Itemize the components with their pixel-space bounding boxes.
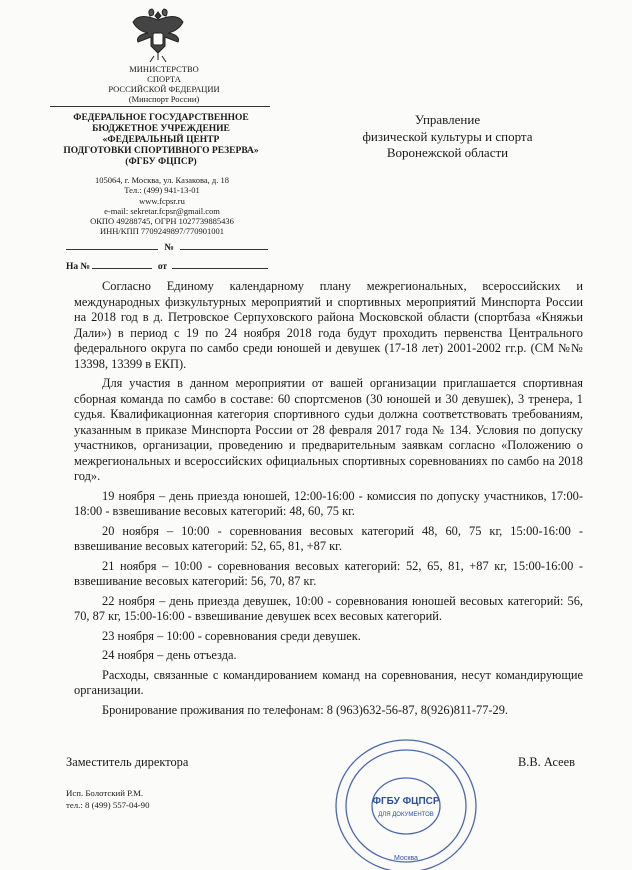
ministry-line: МИНИСТЕРСТВО	[129, 64, 199, 74]
letter-body	[74, 279, 583, 718]
contact-address: 105064, г. Москва, ул. Казакова, д. 18	[95, 175, 229, 185]
contact-website: www.fcpsr.ru	[139, 195, 185, 206]
ref-from: от	[157, 262, 168, 272]
org-line: (ФГБУ ФЦПСР)	[125, 157, 197, 167]
outgoing-number-blank	[180, 240, 268, 250]
ministry-block	[64, 64, 264, 104]
ref-prefix: На №	[66, 262, 91, 272]
reference-number-line	[66, 259, 268, 272]
coat-of-arms-icon	[130, 6, 186, 64]
org-line: БЮДЖЕТНОЕ УЧРЕЖДЕНИЕ	[92, 124, 230, 134]
ref-number-blank	[92, 259, 152, 269]
body-paragraph: 24 ноября – день отъезда.	[102, 648, 237, 662]
body-paragraph: 23 ноября – 10:00 - соревнования среди девушек.	[102, 628, 361, 643]
contact-email: e-mail: sekretar.fcpsr@gmail.com	[104, 205, 220, 216]
outgoing-date-blank	[66, 240, 158, 250]
recipient-line: Воронежской области	[386, 145, 509, 160]
recipient-line: Управление	[414, 112, 481, 127]
executor-block	[66, 787, 149, 811]
number-sign: №	[164, 243, 174, 253]
body-paragraph: Для участия в данном мероприятии от вашей организации приглашается спортивная сборная команда по самбо в составе: 60 спортсменов (30 юношей и 30 девушек), 3 тренера, 1 судья. Квалификационная категория спортивного судьи должна соответствовать требованиям, указанным в приказе Минспорта России от 28 февраля 2017 года № 134. Условия по допуску участников, организации, проведению и предварительным заявкам согласно «Положению о межрегиональных и всероссийских официальных спортивных соревнованиях по самбо на 2018 год».	[74, 376, 583, 483]
ministry-line: РОССИЙСКОЙ ФЕДЕРАЦИИ	[108, 84, 220, 94]
org-line: «ФЕДЕРАЛЬНЫЙ ЦЕНТР	[102, 135, 220, 145]
organization-block	[56, 113, 266, 168]
body-paragraph: Бронирование проживания по телефонам: 8 (963)632-56-87, 8(926)811-77-29.	[102, 702, 508, 717]
body-paragraph: Расходы, связанные с командированием команд на соревнования, несут командирующие организации.	[74, 667, 583, 697]
recipient-line: физической культуры и спорта	[362, 128, 533, 144]
stamp-sub-text: ДЛЯ ДОКУМЕНТОВ	[378, 812, 434, 818]
stamp-center-text: ФГБУ ФЦПСР	[372, 796, 440, 807]
ministry-line: (Минспорт России)	[128, 94, 200, 104]
official-stamp	[326, 728, 482, 870]
body-paragraph: 19 ноября – день приезда юношей, 12:00-16:00 - комиссия по допуску участников, 17:00-18:00 - взвешивание весовых категорий: 48, 60, 75 кг.	[74, 488, 583, 518]
header-divider	[50, 106, 270, 107]
stamp-city: Москва	[394, 855, 418, 862]
contacts-block	[58, 175, 266, 237]
contact-inn: ИНН/КПП 7709249897/770901001	[100, 226, 224, 237]
org-line: ПОДГОТОВКИ СПОРТИВНОГО РЕЗЕРВА»	[63, 146, 259, 156]
contact-okpo: ОКПО 49288745, ОГРН 1027739885436	[90, 216, 234, 227]
contact-phone: Тел.: (499) 941-13-01	[124, 185, 200, 196]
org-line: ФЕДЕРАЛЬНОЕ ГОСУДАРСТВЕННОЕ	[73, 113, 249, 123]
ministry-line: СПОРТА	[147, 74, 181, 84]
body-paragraph: 20 ноября – 10:00 - соревнования весовых категорий 48, 60, 75 кг, 15:00-16:00 - взвешивание весовых категорий: 52, 65, 81, +87 кг.	[74, 523, 583, 553]
body-paragraph: Согласно Единому календарному плану межрегиональных, всероссийских и международных физкультурных мероприятий и спортивных мероприятий Минспорта России на 2018 год в д. Петровское Серпуховского района Московской области (спортбаза «Княжьи Дали») в период с 19 по 24 ноября 2018 года будут проходить первенства Центрального федерального округа по самбо среди юношей и девушек (17-18 лет) 2001-2002 гг.р. (СМ №№ 13398, 13399 в ЕКП).	[74, 279, 583, 371]
executor-name: Исп. Болотский Р.М.	[66, 788, 144, 798]
ref-date-blank	[172, 259, 268, 269]
executor-phone: тел.: 8 (499) 557-04-90	[66, 800, 150, 810]
recipient-block	[330, 112, 565, 162]
signatory-name: В.В. Асеев	[518, 755, 575, 769]
body-paragraph: 22 ноября – день приезда девушек, 10:00 - соревнования юношей весовых категорий: 56, 70, 87 кг, 15:00-16:00 - взвешивание девушек всех весовых категорий.	[74, 593, 583, 623]
outgoing-number-line	[66, 240, 268, 253]
signatory-position: Заместитель директора	[66, 755, 189, 769]
body-paragraph: 21 ноября – 10:00 - соревнования весовых категорий: 52, 65, 81, +87 кг, 15:00-16:00 - взвешивание весовых категорий: 56, 70, 87 кг.	[74, 558, 583, 588]
